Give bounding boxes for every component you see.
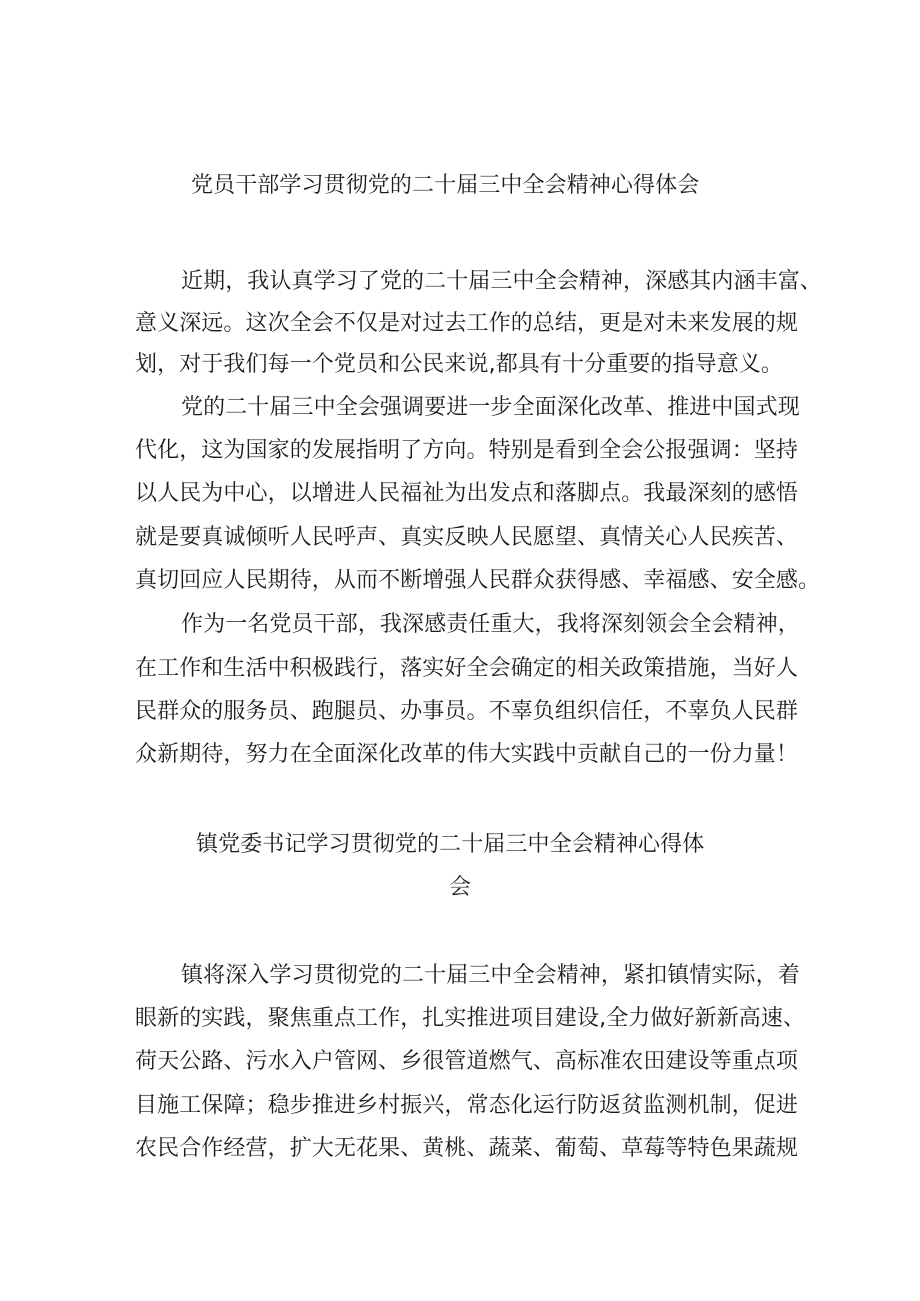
section2-p1-line4: 目施工保障；稳步推进乡村振兴，常态化运行防返贫监测机制，促进 — [135, 1093, 799, 1118]
section2-title-line2: 会 — [449, 875, 472, 900]
section1-title: 党员干部学习贯彻党的二十届三中全会精神心得体会 — [191, 173, 700, 198]
section1-p2-line1: 党的二十届三中全会强调要进一步全面深化改革、推进中国式现 — [181, 395, 800, 420]
section1-p3-line3: 民群众的服务员、跑腿员、办事员。不辜负组织信任，不辜负人民群 — [135, 699, 799, 724]
section1-p2-line4: 就是要真诚倾听人民呼声、真实反映人民愿望、真情关心人民疾苦、 — [135, 525, 799, 550]
section1-p2-line3: 以人民为中心，以增进人民福祉为出发点和落脚点。我最深刻的感悟 — [135, 481, 799, 506]
section2-p1-line2: 眼新的实践，聚焦重点工作，扎实推进项目建设,全力做好新新高速、 — [135, 1006, 806, 1031]
section2-p1-line3: 荷天公路、污水入户管网、乡很管道燃气、高标准农田建设等重点项 — [135, 1049, 799, 1074]
section1-p3-line1: 作为一名党员干部，我深感责任重大，我将深刻领会全会精神， — [181, 612, 800, 637]
section1-p2-line5: 真切回应人民期待，从而不断增强人民群众获得感、幸福感、安全感。 — [135, 568, 821, 593]
section1-p1-line3: 划，对于我们每一个党员和公民来说,都具有十分重要的指导意义。 — [135, 352, 783, 377]
section2-p1-line5: 农民合作经营，扩大无花果、黄桃、蔬菜、葡萄、草莓等特色果蔬规 — [135, 1136, 799, 1161]
section1-p3-line2: 在工作和生活中积极践行，落实好全会确定的相关政策措施，当好人 — [135, 656, 799, 681]
section1-p1-line1: 近期，我认真学习了党的二十届三中全会精神，深感其内涵丰富、 — [181, 269, 822, 294]
section2-p1-line1: 镇将深入学习贯彻党的二十届三中全会精神，紧扣镇情实际，着 — [181, 963, 800, 988]
section1-p1-line2: 意义深远。这次全会不仅是对过去工作的总结，更是对未来发展的规 — [135, 311, 799, 336]
section1-p2-line2: 代化，这为国家的发展指明了方向。特别是看到全会公报强调：坚持 — [135, 438, 799, 463]
section2-title-line1: 镇党委书记学习贯彻党的二十届三中全会精神心得体 — [196, 832, 705, 857]
section1-p3-line4: 众新期待，努力在全面深化改革的伟大实践中贡献自己的一份力量！ — [135, 742, 799, 767]
